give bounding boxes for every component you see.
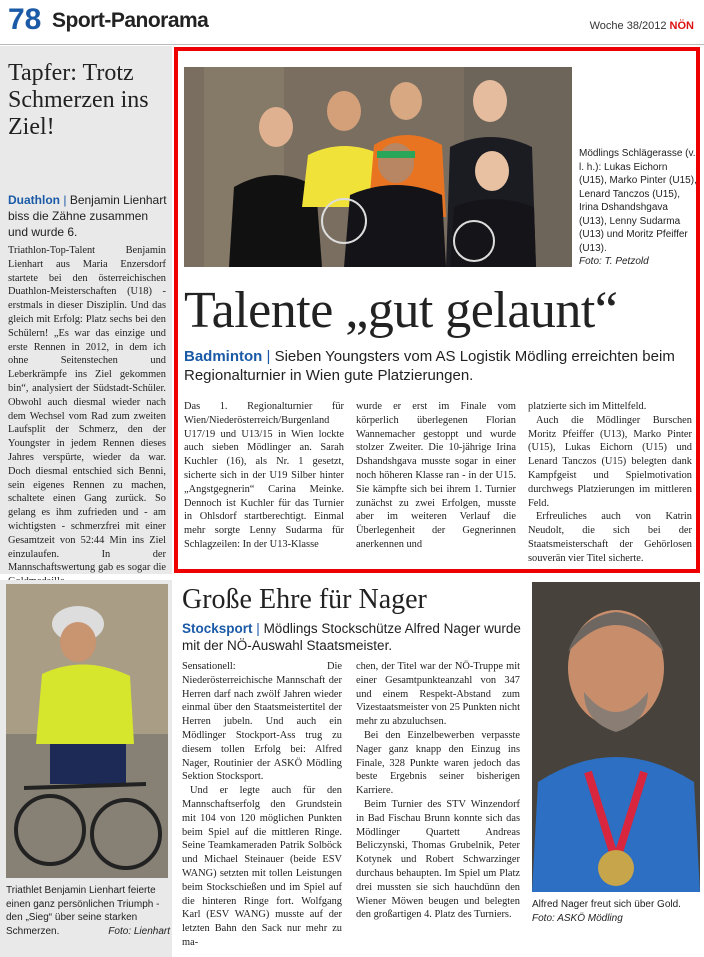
main-col-2: wurde er erst im Finale vom körperlich überlegenen Florian Wannemacher gestoppt und wurde stolzer Zweiter. Die 10-jährige Irina Dshandshgava musste sogar in einer noch höheren Klasse ran - in der U15. Sie kämpfte sich bei ihrem 1. Turnier zunächst zu zwei Erfolgen, musste aber im weiteren Verlauf die Überlegenheit der Gegnerinnen anerkennen und: [356, 401, 516, 550]
main-teaser-text: Sieben Youngsters vom AS Logistik Mödling erreichten beim Regionalturnier in Wien gute Platzierungen.: [184, 348, 675, 384]
stocksport-col-2-p2: Bei den Einzelbewerben verpasste Nager ganz knapp den Einzug ins Finale, 328 Punkte waren jedoch das beste Ergebnis seiner bisherigen Karriere.: [356, 729, 520, 797]
left-article: [0, 46, 172, 574]
stocksport-teaser-text: Mödlings Stockschütze Alfred Nager wurde mit der NÖ-Auswahl Staatsmeister.: [182, 621, 521, 653]
stocksport-topic: Stocksport: [182, 621, 253, 636]
badminton-team-photo: [184, 67, 572, 267]
stocksport-col-1-p1: Sensationell: Die Niederösterreichische Mannschaft der Herren darf nach zwölf Jahren wieder einmal über den Staatsmeistertitel der Herren jubeln. Und auch ein Mödlinger Stockport-Ass trug zu diesem tollen Erfolg bei: Alfred Nager, Routinier der ASKÖ Mödling Sektion Stocksport.: [182, 661, 342, 783]
issue-label: [590, 20, 694, 32]
badminton-article: [174, 47, 700, 573]
caption-text: Mödlings Schlägerasse (v. l. h.): Lukas Eichorn (U15), Marko Pinter (U15), Lenard Tanczos (U15), Irina Dshandshgava (U13), Lenny Sudarma (U13) und Moritz Pfeiffer (U13).: [579, 148, 697, 254]
cyclist-caption: [6, 884, 170, 938]
nager-caption-text: Alfred Nager freut sich über Gold.: [532, 899, 681, 910]
nager-photo: [532, 582, 700, 892]
section-title: Sport-Panorama: [52, 9, 209, 32]
stocksport-col-1-p2: Und er legte auch für den Mannschaftserfolg den Grundstein mit 104 von 120 möglichen Punkten beim Spiel auf die mittleren Ringe. Seine Teamkameraden Patrik Solböck und Michael Steinauer (beide ESV WANG) setzten mit tollen Leistungen beim Stockschießen und im Spiel auf die hinteren Ringe fort. Wolfgang Karl (ESV WANG) musste auf der letzten Bahn den Sack nur mehr zu ma-: [182, 785, 342, 948]
stocksport-col-2-p1: chen, der Titel war der NÖ-Truppe mit einer Gesamtpunkteanzahl von 347 und einem Respekt-Abstand zum Vizestaatsmeister von 25 Punkten nicht mehr zu abzuluchsen.: [356, 661, 520, 728]
main-topic: Badminton: [184, 348, 263, 365]
nager-photo-credit: Foto: ASKÖ Mödling: [532, 912, 623, 924]
main-col-3-p2: Auch die Mödlinger Burschen Moritz Pfeiffer (U13), Marko Pinter (U15), Lukas Eichorn (U15) und Lenard Tanczos (U15) belegten dank Kampfgeist und Spielmotivation durchwegs Platzierungen im mittleren Feld.: [528, 414, 692, 509]
cyclist-illustration: [6, 584, 168, 878]
page-number: 78: [8, 3, 42, 36]
photo-credit: Foto: T. Petzold: [579, 256, 649, 267]
triathlon-photo-block: [0, 580, 172, 957]
nager-illustration: [532, 582, 700, 892]
left-headline: Tapfer: Trotz Schmerzen ins Ziel!: [8, 60, 149, 140]
main-col-3: [528, 400, 692, 566]
stocksport-col-2-p3: Beim Turnier des STV Winzendorf in Bad Fischau Brunn konnte sich das Mödlinger Quartett Andreas Beliczynski, Thomas Grubelnik, Peter Kotynek und Robert Schwarzinger durchaus behaupten. Im Spiel um Platz drei mussten sie sich hauchdünn den Wiener Möwen beugen und belegten den großartigen 4. Platz des Turniers.: [356, 798, 520, 921]
left-topic: Duathlon: [8, 193, 60, 207]
issue-week: Woche 38/2012: [589, 20, 667, 32]
stocksport-col-2: [356, 660, 520, 922]
badminton-photo-caption: [579, 147, 697, 269]
photo-illustration: [184, 67, 572, 267]
cyclist-caption-text: Triathlet Benjamin Lienhart feierte einen ganz persönlichen Triumph - den „Sieg“ über seine starken Schmerzen.: [6, 885, 160, 937]
main-col-3-p1: platzierte sich im Mittelfeld.: [528, 401, 647, 412]
left-body: Triathlon-Top-Talent Benjamin Lienhart aus Maria Enzersdorf startete bei den österreichischen Duathlon-Meisterschaften (U18) - erstmals in dieser Disziplin. Und das gleich mit Erfolg: Platz sechs bei den Schülern! „Es war das einzige und erste Rennen in 2012, in dem ich ohne Seitenstechen und Leberkrämpfe ins Ziel gekommen bin“, analysiert der Südstadt-Schüler. Obwohl auch diesmal wieder nach dem Wechsel vom Rad zum zweiten Laufsplit der Schmerz, den der Youngster in jedem Rennen dieses Jahres verspürte, wieder da war. Doch diesmal entschied sich Benni, sein eigenes Rennen zu machen, schaltete einen Gang zurück. So gelang es ihm zufrieden und - am wichtigsten - schmerzfrei mit einer Gesamtzeit von 52:44 Min ins Ziel einzulaufen. In der Mannschaftswertung gab es sogar die: [8, 245, 166, 574]
stocksport-col-1: [182, 660, 342, 950]
page-header: [0, 0, 704, 45]
cyclist-photo: [6, 584, 168, 878]
stocksport-headline: Große Ehre für Nager: [182, 584, 427, 615]
main-teaser: Badminton | Sieben Youngsters vom AS Logistik Mödling erreichten beim Regionalturnier in Wien gute Platzierungen.: [184, 348, 675, 384]
main-col-3-p3: Erfreuliches auch von Katrin Neudolt, die sich bei der Staatsmeisterschaft der Gehörlosen souverän vier Titel sicherte.: [528, 511, 692, 564]
main-col-1: Das 1. Regionalturnier für Wien/Niederösterreich/Burgenland U17/19 und U13/15 in Wien lockte auch sieben Mödlinger an. Sarah Kuchler (16), als Nr. 1 gesetzt, sicherte sich in der U19 Silber hinter „Angstgegnerin“ Carina Meinke. Dennoch ist Kuchler für das Turnier in Ohlsdorf startberechtigt. Einmal mehr sorgte Lenny Sudarma für Schlagzeilen: In der U13-Klasse: [184, 401, 344, 550]
left-teaser: Duathlon | Benjamin Lienhart biss die Zähne zusammen und wurde 6.: [8, 193, 167, 239]
main-headline: Talente „gut gelaunt“: [184, 282, 618, 339]
brand-logo: NÖN: [669, 20, 694, 32]
stocksport-teaser: Stocksport | Mödlings Stockschütze Alfred Nager wurde mit der NÖ-Auswahl Staatsmeister.: [182, 621, 521, 653]
left-teaser-text: Benjamin Lienhart biss die Zähne zusammen und wurde 6.: [8, 193, 167, 239]
nager-caption: [532, 898, 700, 925]
cyclist-photo-credit: Foto: Lienhart: [108, 925, 170, 937]
